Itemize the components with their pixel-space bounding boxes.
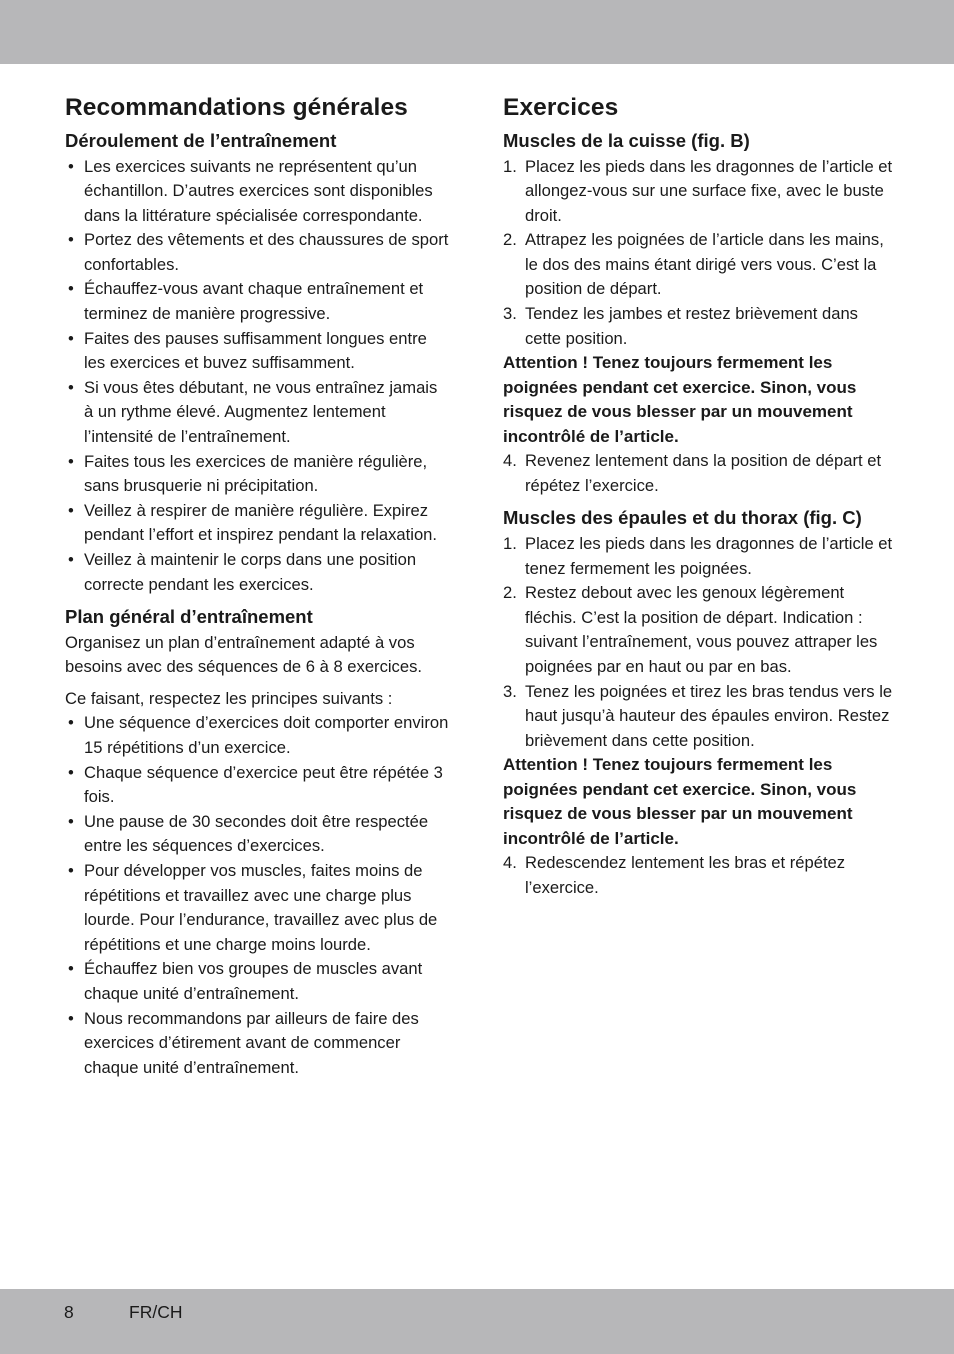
list-item: • Faites des pauses suffisamment longues entre les exercices et buvez suffisamment. bbox=[65, 327, 449, 376]
step-item: 4. Revenez lentement dans la position de départ et répétez l’exercice. bbox=[503, 451, 882, 495]
right-column bbox=[503, 92, 893, 900]
plan-lead: Ce faisant, respectez les principes suivants : bbox=[65, 688, 393, 708]
step-item: 3. Tenez les poignées et tirez les bras tendus vers le haut jusqu’à hauteur des épaules environ. Restez brièvement dans cette position. bbox=[503, 681, 893, 750]
list-item: • Une séquence d’exercices doit comporter environ 15 répétitions d’un exercice. bbox=[65, 711, 449, 760]
step-item: 2. Attrapez les poignées de l’article dans les mains, le dos des mains étant dirigé vers vous. C’est la position de départ. bbox=[503, 230, 884, 299]
list-item: • Échauffez-vous avant chaque entraînement et terminez de manière progressive. bbox=[65, 277, 449, 326]
page-number: 8 bbox=[64, 1302, 74, 1322]
list-item: • Faites tous les exercices de manière régulière, sans brusquerie ni précipitation. bbox=[65, 450, 449, 499]
step-item: 1. Placez les pieds dans les dragonnes de l’article et allongez-vous sur une surface fixe, avec le buste droit. bbox=[503, 156, 893, 225]
plan-intro: Organisez un plan d’entraînement adapté à vos besoins avec des séquences de 6 à 8 exercices. bbox=[65, 632, 422, 677]
plan-list bbox=[65, 711, 449, 1080]
heading-deroulement: Déroulement de l’entraînement bbox=[65, 130, 337, 151]
heading-cuisse: Muscles de la cuisse (fig. B) bbox=[503, 130, 750, 151]
epaules-steps bbox=[503, 532, 893, 753]
warning-text: Attention ! Tenez toujours fermement les poignées pendant cet exercice. Sinon, vous risquez de vous blesser par un mouvement incontrôlé de l’article. bbox=[503, 353, 857, 446]
step-item: 1. Placez les pieds dans les dragonnes de l’article et tenez fermement les poignées. bbox=[503, 533, 893, 578]
list-item: • Nous recommandons par ailleurs de faire des exercices d’étirement avant de commencer chaque unité d’entraînement. bbox=[65, 1007, 449, 1081]
cuisse-steps-end bbox=[503, 449, 893, 498]
list-item: • Chaque séquence d’exercice peut être répétée 3 fois. bbox=[65, 761, 449, 810]
heading-epaules-thorax: Muscles des épaules et du thorax (fig. C) bbox=[503, 507, 862, 529]
cuisse-steps bbox=[503, 155, 893, 352]
left-column bbox=[65, 92, 449, 1080]
list-item: • Si vous êtes débutant, ne vous entraînez jamais à un rythme élevé. Augmentez lentement l’intensité de l’entraînement. bbox=[65, 376, 449, 450]
list-item: • Échauffez bien vos groupes de muscles avant chaque unité d’entraînement. bbox=[65, 957, 449, 1006]
heading-plan-general: Plan général d’entraînement bbox=[65, 606, 313, 628]
deroulement-list bbox=[65, 155, 449, 598]
step-item: 3. Tendez les jambes et restez brièvement dans cette position. bbox=[503, 304, 858, 348]
warning-text: Attention ! Tenez toujours fermement les poignées pendant cet exercice. Sinon, vous risquez de vous blesser par un mouvement incontrôlé de l’article. bbox=[503, 755, 857, 848]
list-item: • Veillez à respirer de manière régulière. Expirez pendant l’effort et inspirez pendant la relaxation. bbox=[65, 499, 449, 548]
list-item: • Une pause de 30 secondes doit être respectée entre les séquences d’exercices. bbox=[65, 810, 449, 859]
step-item: 4. Redescendez lentement les bras et répétez l’exercice. bbox=[503, 853, 846, 897]
header-bar bbox=[0, 0, 954, 64]
list-item: • Veillez à maintenir le corps dans une position correcte pendant les exercices. bbox=[65, 548, 449, 597]
page-title-recommandations: Recommandations générales bbox=[65, 94, 408, 121]
step-item: 2. Restez debout avec les genoux légèrement fléchis. C’est la position de départ. Indication : suivant l’entraînement, vous pouvez attraper les poignées par en haut ou par en bas. bbox=[503, 583, 878, 676]
list-item: • Les exercices suivants ne représentent qu’un échantillon. D’autres exercices sont disponibles dans la littérature spécialisée correspondante. bbox=[65, 155, 449, 229]
region-label: FR/CH bbox=[129, 1302, 183, 1322]
list-item: • Pour développer vos muscles, faites moins de répétitions et travaillez avec une charge plus lourde. Pour l’endurance, travaillez avec plus de répétitions et une charge moins lourde. bbox=[65, 859, 449, 957]
epaules-steps-end bbox=[503, 851, 893, 900]
list-item: • Portez des vêtements et des chaussures de sport confortables. bbox=[65, 228, 449, 277]
page-title-exercices: Exercices bbox=[503, 94, 619, 121]
